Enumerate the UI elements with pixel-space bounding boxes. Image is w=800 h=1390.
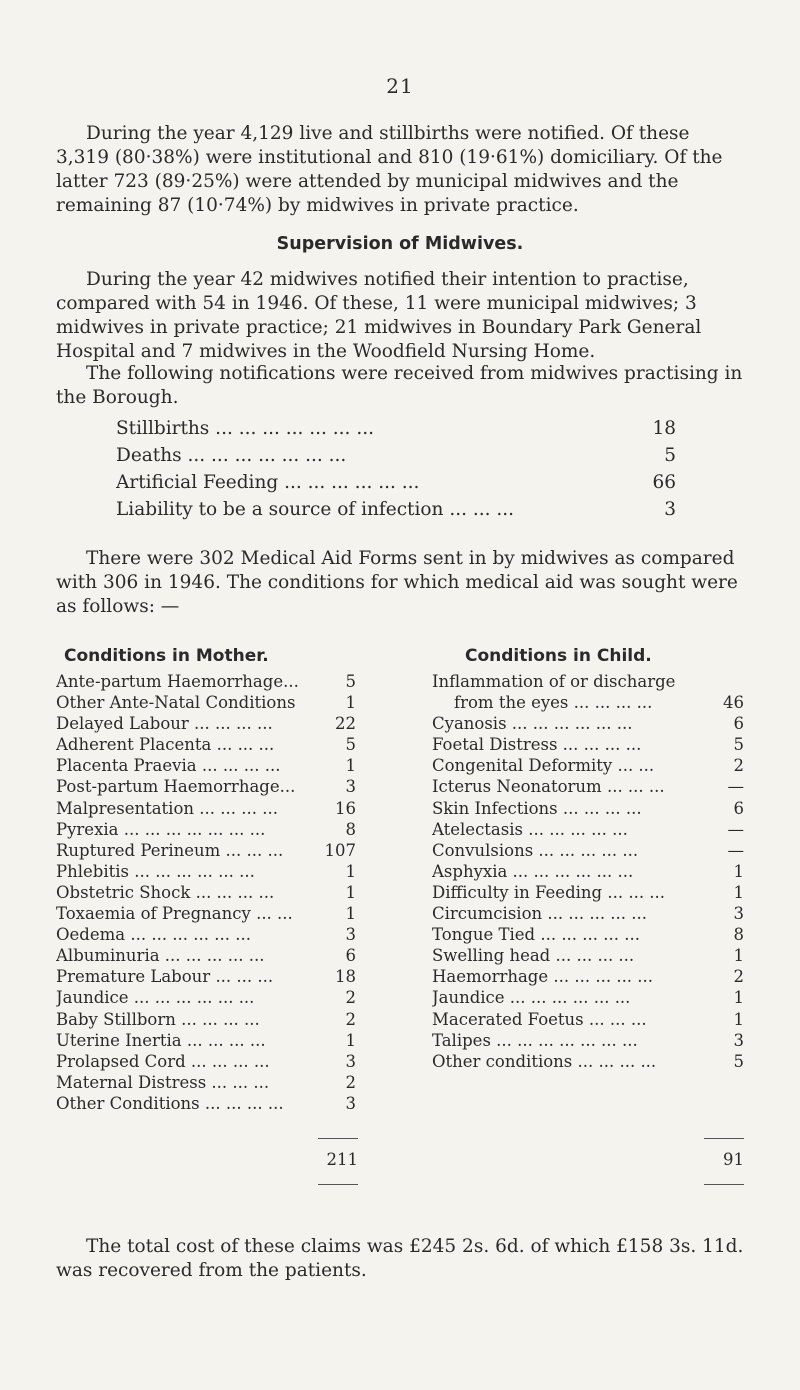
notification-row <box>116 472 676 499</box>
list-item: Jaundice ... ... ... ... ... ... 1 <box>432 988 744 1008</box>
list-item: Jaundice ... ... ... ... ... ... 2 <box>56 988 356 1008</box>
list-item: Icterus Neonatorum ... ... ... — <box>432 777 744 797</box>
list-item: Other conditions ... ... ... ... 5 <box>432 1051 744 1071</box>
list-item: Phlebitis ... ... ... ... ... ... 1 <box>56 861 356 881</box>
paragraph-births: During the year 4,129 live and stillbirths were notified. Of these 3,319 (80·38%) were institutional and 810 (19·61%) domiciliary. Of the latter 723 (89·25%) were attended by municipal midwives and the remaining 87 (10·74%) by midwives in private practice. <box>56 123 723 216</box>
child-heading: Conditions in Child. <box>465 646 652 666</box>
list-item: Prolapsed Cord ... ... ... ... 3 <box>56 1051 356 1071</box>
list-item: Baby Stillborn ... ... ... ... 2 <box>56 1009 356 1029</box>
list-item: Haemorrhage ... ... ... ... ... 2 <box>432 967 744 987</box>
child-total-rule-bottom <box>704 1184 744 1185</box>
notification-value: 5 <box>664 445 676 466</box>
notifications-list <box>116 418 676 526</box>
list-item: Albuminuria ... ... ... ... ... 6 <box>56 946 356 966</box>
list-item: Uterine Inertia ... ... ... ... 1 <box>56 1030 356 1050</box>
list-item: Macerated Foetus ... ... ... 1 <box>432 1009 744 1029</box>
mother-total: 211 <box>326 1150 358 1169</box>
list-item: Post-partum Haemorrhage... 3 <box>56 777 356 797</box>
notification-value: 3 <box>664 499 676 520</box>
list-item: Circumcision ... ... ... ... ... 3 <box>432 904 744 924</box>
list-item: Toxaemia of Pregnancy ... ... 1 <box>56 904 356 924</box>
paragraph-total-cost: The total cost of these claims was £245 2s. 6d. of which £158 3s. 11d. was recovered from the patients. <box>56 1236 744 1281</box>
list-item: Talipes ... ... ... ... ... ... ... 3 <box>432 1030 744 1050</box>
child-total-rule-top <box>704 1138 744 1139</box>
notification-value: 18 <box>652 418 676 439</box>
mother-total-rule-bottom <box>318 1184 358 1185</box>
child-conditions-list <box>432 671 744 1072</box>
list-item: Pyrexia ... ... ... ... ... ... ... 8 <box>56 819 356 839</box>
notification-value: 66 <box>652 472 676 493</box>
notification-row <box>116 499 676 526</box>
list-item: Adherent Placenta ... ... ... 5 <box>56 735 356 755</box>
list-item: Placenta Praevia ... ... ... ... 1 <box>56 756 356 776</box>
list-item: Ante-partum Haemorrhage... 5 <box>56 672 356 691</box>
child-total: 91 <box>723 1150 744 1169</box>
notification-row <box>116 418 676 445</box>
list-item: Skin Infections ... ... ... ... 6 <box>432 798 744 818</box>
list-item: Difficulty in Feeding ... ... ... 1 <box>432 882 744 902</box>
list-item: Inflammation of or discharge <box>432 672 676 691</box>
list-item: Convulsions ... ... ... ... ... — <box>432 840 744 860</box>
list-item: Ruptured Perineum ... ... ... 107 <box>56 840 356 860</box>
list-item: Asphyxia ... ... ... ... ... ... 1 <box>432 861 744 881</box>
notification-label: Stillbirths ... ... ... ... ... ... ... <box>116 418 374 439</box>
list-item: Atelectasis ... ... ... ... ... — <box>432 819 744 839</box>
list-item: Foetal Distress ... ... ... ... 5 <box>432 735 744 755</box>
list-item: Tongue Tied ... ... ... ... ... 8 <box>432 925 744 945</box>
list-item: Swelling head ... ... ... ... 1 <box>432 946 744 966</box>
list-item: Other Conditions ... ... ... ... 3 <box>56 1093 356 1113</box>
page-number: 21 <box>386 74 414 98</box>
list-item: Premature Labour ... ... ... 18 <box>56 967 356 987</box>
paragraph-midwives: During the year 42 midwives notified their intention to practise, compared with 54 in 1946. Of these, 11 were municipal midwives; 3 midwives in private practice; 21 midwives in Boundary Park General Hospital and 7 midwives in the Woodfield Nursing Home. <box>56 269 702 362</box>
notification-label: Deaths ... ... ... ... ... ... ... <box>116 445 347 466</box>
list-item: Malpresentation ... ... ... ... 16 <box>56 798 356 818</box>
list-item: Congenital Deformity ... ... 2 <box>432 756 744 776</box>
paragraph-notifications-intro: The following notifications were received from midwives practising in the Borough. <box>56 363 743 408</box>
list-item: Obstetric Shock ... ... ... ... 1 <box>56 882 356 902</box>
section-heading: Supervision of Midwives. <box>276 234 524 254</box>
notification-label: Liability to be a source of infection ... ... ... <box>116 499 515 520</box>
paragraph-medical-aid: There were 302 Medical Aid Forms sent in by midwives as compared with 306 in 1946. The conditions for which medical aid was sought were as follows: — <box>56 548 738 617</box>
list-item: Maternal Distress ... ... ... 2 <box>56 1072 356 1092</box>
list-item: Cyanosis ... ... ... ... ... ... 6 <box>432 714 744 734</box>
list-item: Oedema ... ... ... ... ... ... 3 <box>56 925 356 945</box>
list-item: Delayed Labour ... ... ... ... 22 <box>56 714 356 734</box>
notification-label: Artificial Feeding ... ... ... ... ... ... <box>116 472 420 493</box>
mother-conditions-list <box>56 671 356 1114</box>
notification-row <box>116 445 676 472</box>
list-item: Other Ante-Natal Conditions 1 <box>56 693 356 713</box>
mother-total-rule-top <box>318 1138 358 1139</box>
list-item: from the eyes ... ... ... ... 46 <box>454 693 744 713</box>
mother-heading: Conditions in Mother. <box>64 646 269 666</box>
